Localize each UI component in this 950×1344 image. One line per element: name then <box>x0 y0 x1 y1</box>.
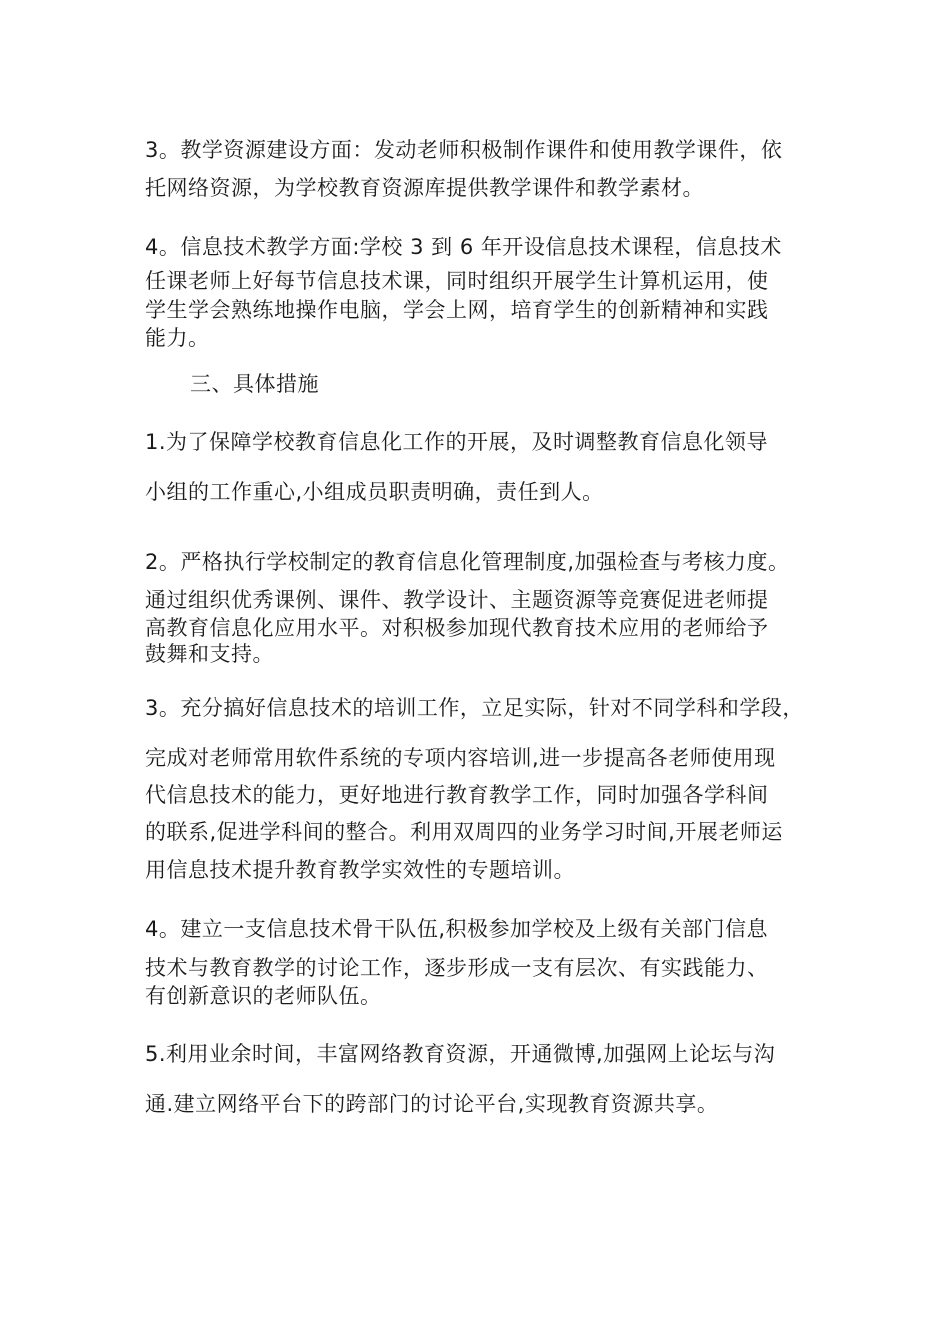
text-line: 小组的工作重心,小组成员职责明确，责任到人。 <box>145 480 604 504</box>
text-line: 用信息技术提升教育教学实效性的专题培训。 <box>145 858 575 882</box>
text-line: 3。教学资源建设方面：发动老师积极制作课件和使用教学课件，依 <box>145 138 783 162</box>
text-line: 鼓舞和支持。 <box>145 642 274 666</box>
text-line: 3。充分搞好信息技术的培训工作，立足实际，针对不同学科和学段， <box>145 696 804 720</box>
text-line: 2。严格执行学校制定的教育信息化管理制度,加强检查与考核力度。 <box>145 550 790 574</box>
text-line: 任课老师上好每节信息技术课，同时组织开展学生计算机运用，使 <box>145 269 769 293</box>
section-heading: 三、具体措施 <box>190 372 319 396</box>
text-line: 托网络资源，为学校教育资源库提供教学课件和教学素材。 <box>145 176 704 200</box>
text-line: 技术与教育教学的讨论工作，逐步形成一支有层次、有实践能力、 <box>145 956 769 980</box>
text-line: 通过组织优秀课例、课件、教学设计、主题资源等竞赛促进老师提 <box>145 588 769 612</box>
text-line: 通.建立网络平台下的跨部门的讨论平台,实现教育资源共享。 <box>145 1092 719 1116</box>
text-line: 能力。 <box>145 326 210 350</box>
text-line: 完成对老师常用软件系统的专项内容培训,进一步提高各老师使用现 <box>145 746 776 770</box>
text-line: 高教育信息化应用水平。对积极参加现代教育技术应用的老师给予 <box>145 616 769 640</box>
text-line: 4。信息技术教学方面:学校 3 到 6 年开设信息技术课程，信息技术 <box>145 235 782 259</box>
text-line: 4。建立一支信息技术骨干队伍,积极参加学校及上级有关部门信息 <box>145 917 769 941</box>
text-line: 学生学会熟练地操作电脑，学会上网，培育学生的创新精神和实践 <box>145 298 769 322</box>
text-line: 5.利用业余时间，丰富网络教育资源，开通微博,加强网上论坛与沟 <box>145 1042 776 1066</box>
text-line: 1.为了保障学校教育信息化工作的开展，及时调整教育信息化领导 <box>145 430 769 454</box>
text-line: 的联系,促进学科间的整合。利用双周四的业务学习时间,开展老师运 <box>145 820 783 844</box>
text-line: 代信息技术的能力，更好地进行教育教学工作，同时加强各学科间 <box>145 783 769 807</box>
text-line: 有创新意识的老师队伍。 <box>145 984 382 1008</box>
